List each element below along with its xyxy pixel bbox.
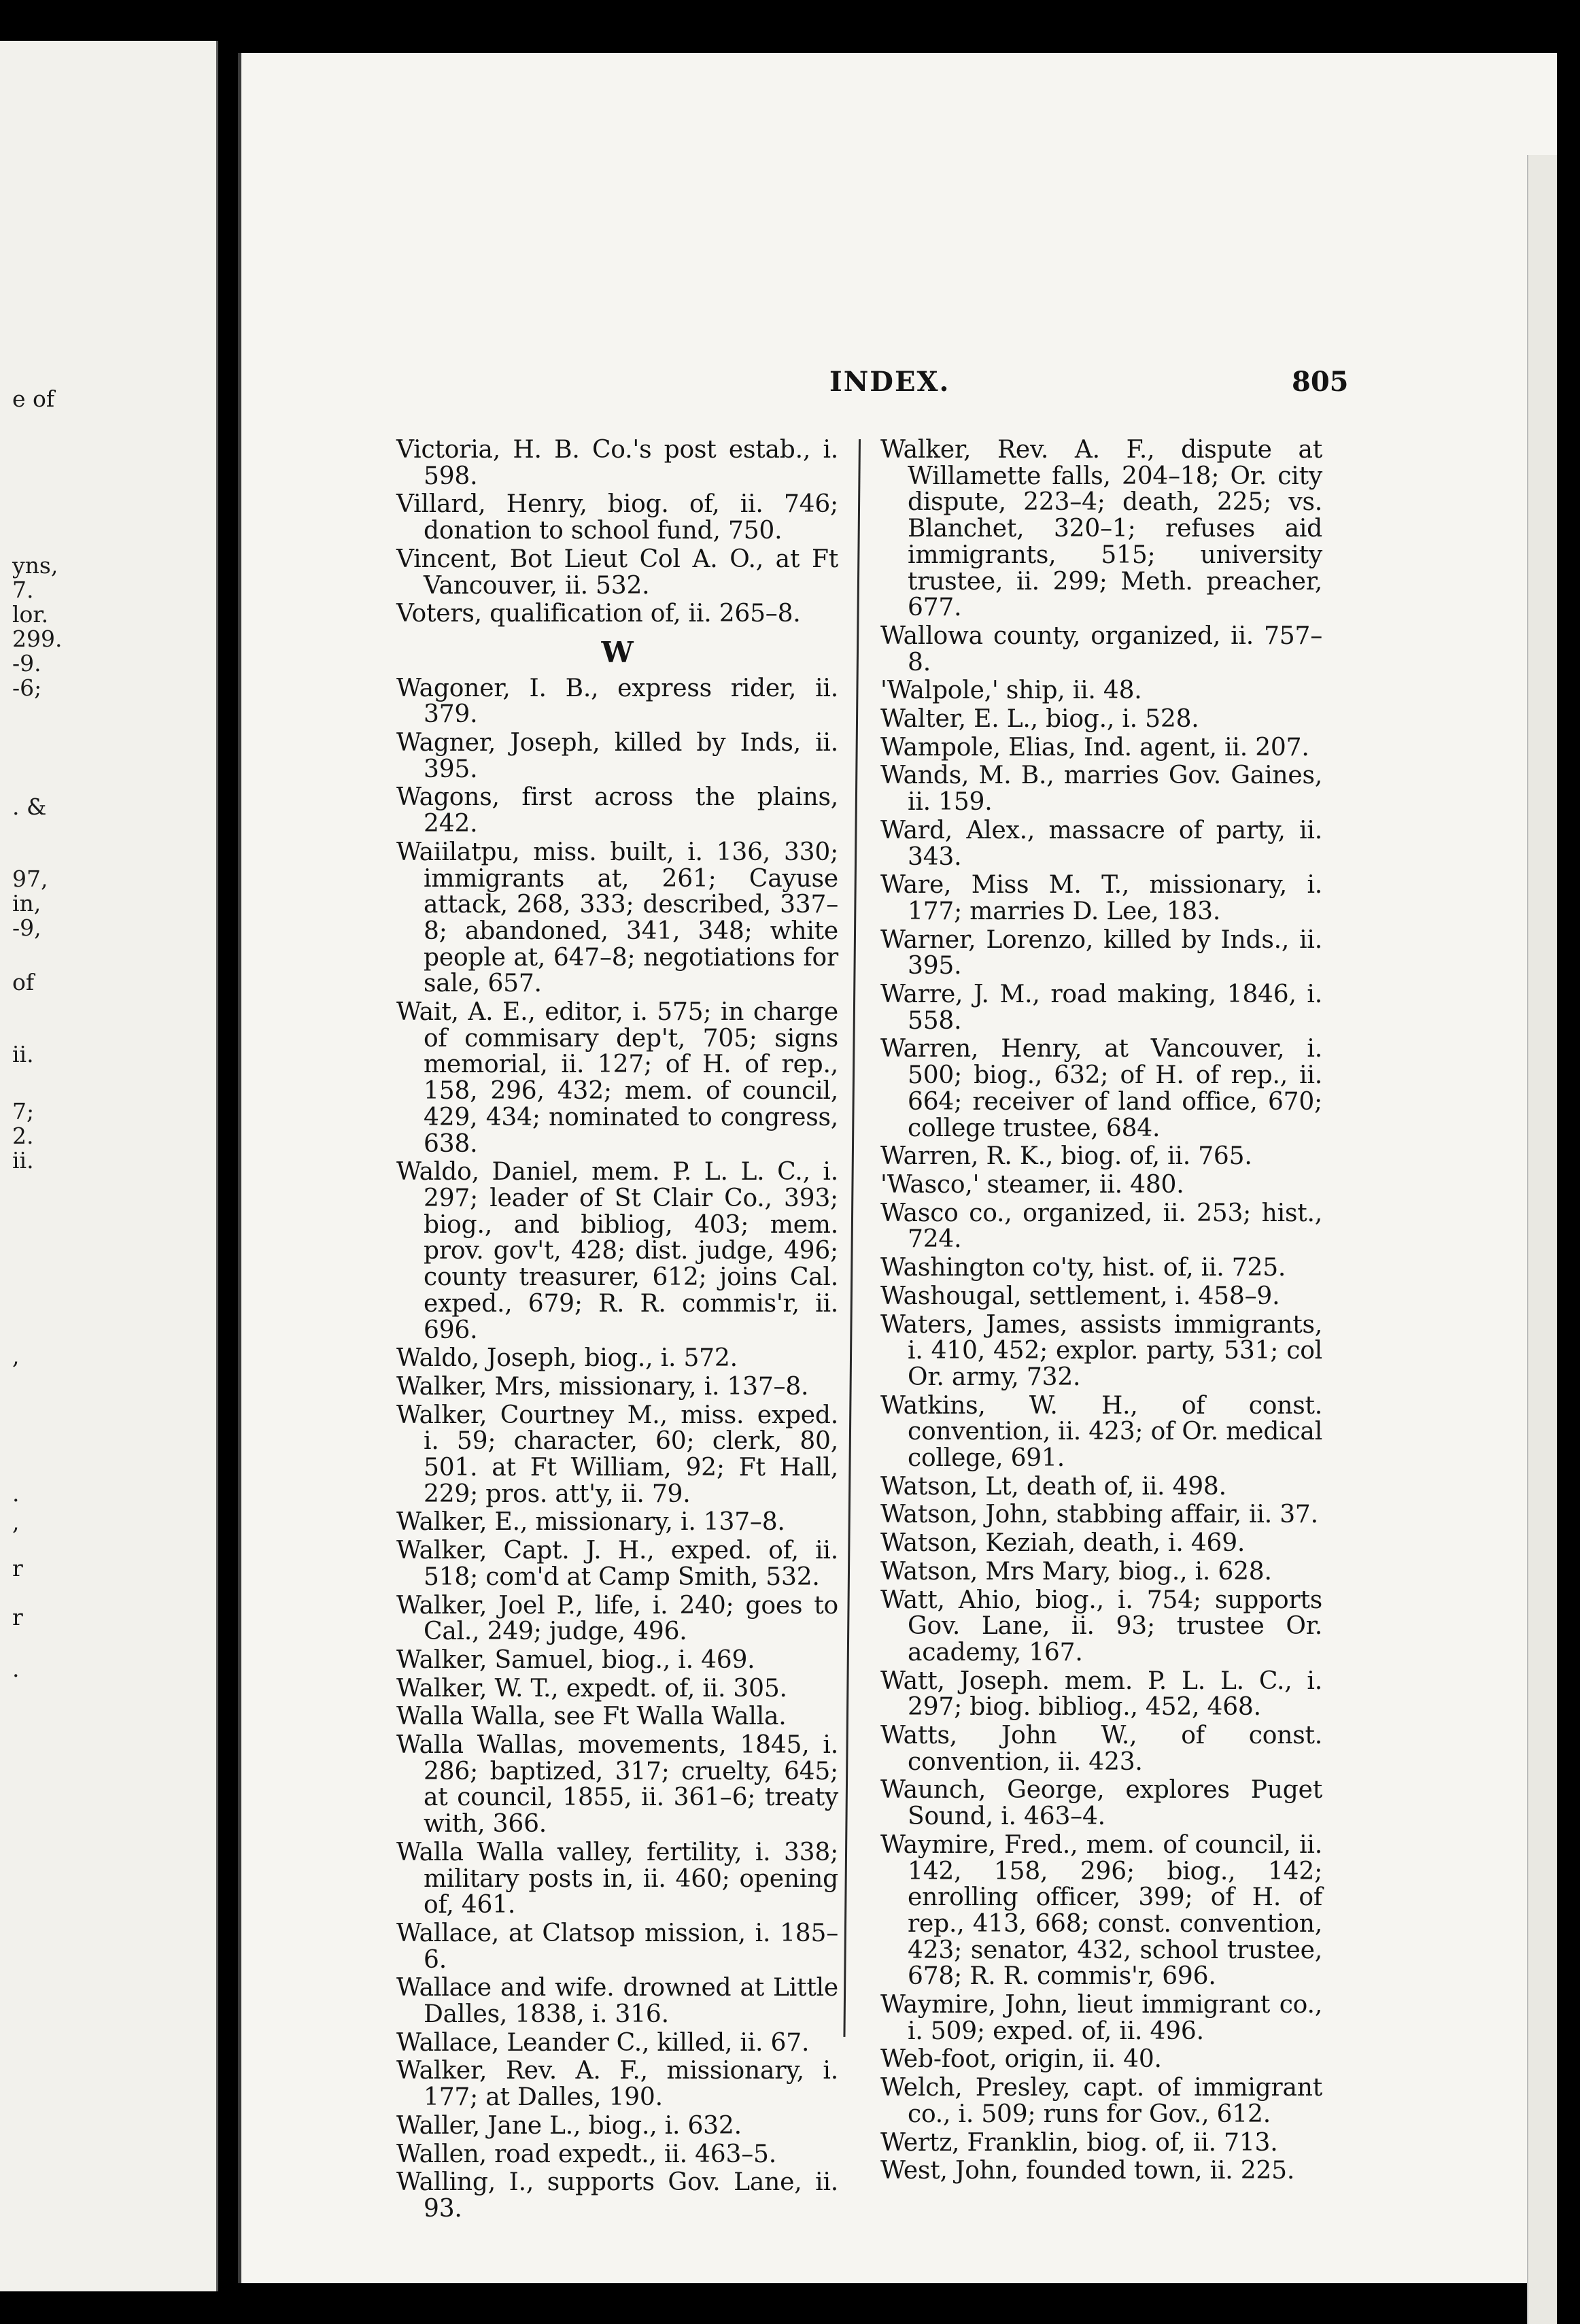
facing-page-fragment: 7;	[12, 1098, 35, 1125]
index-entry: Wallace and wife. drowned at Little Dalles, 1838, i. 316.	[396, 1974, 838, 2029]
index-entry: Walker, Capt. J. H., exped. of, ii. 518; com'd at Camp Smith, 532.	[396, 1537, 838, 1591]
index-entry: Waller, Jane L., biog., i. 632.	[396, 2111, 742, 2140]
index-entry: Wands, M. B., marries Gov. Gaines, ii. 159.	[880, 762, 1322, 817]
facing-page-fragment: -9.	[12, 650, 41, 677]
index-entry: Wasco co., organized, ii. 253; hist., 724.	[880, 1199, 1322, 1254]
index-entry: Ware, Miss M. T., missionary, i. 177; marries D. Lee, 183.	[880, 871, 1322, 925]
index-entry: Washington co'ty, hist. of, ii. 725.	[880, 1254, 1286, 1282]
index-entry: Walker, Rev. A. F., dispute at Willamette falls, 204–18; Or. city dispute, 223–4; death, 225; vs. Blanchet, 320–1; refuses aid immigrants, 515; university trustee, ii. 299; Meth. preacher, 677.	[880, 436, 1322, 622]
index-entry: Washougal, settlement, i. 458–9.	[880, 1282, 1280, 1310]
index-entry: Warre, J. M., road making, 1846, i. 558.	[880, 980, 1322, 1035]
index-entry: Wampole, Elias, Ind. agent, ii. 207.	[880, 733, 1309, 762]
index-entry: Wallace, Leander C., killed, ii. 67.	[396, 2028, 810, 2057]
index-page	[238, 53, 1557, 2283]
index-column-right	[880, 437, 1322, 2187]
column-rule	[843, 439, 861, 2037]
index-entry: Walker, Rev. A. F., missionary, i. 177; at Dalles, 190.	[396, 2057, 838, 2112]
index-entry: 'Walpole,' ship, ii. 48.	[880, 677, 1142, 705]
facing-page-fragment: ii.	[12, 1147, 34, 1174]
facing-page-fragment: lor.	[12, 601, 49, 628]
index-entry: Wagoner, I. B., express rider, ii. 379.	[396, 674, 838, 729]
facing-page-fragment: ii.	[12, 1041, 34, 1067]
index-entry: Walker, Mrs, missionary, i. 137–8.	[396, 1372, 809, 1401]
facing-page-fragment: 7.	[12, 577, 34, 603]
index-entry: Waiilatpu, miss. built, i. 136, 330; immigrants at, 261; Cayuse attack, 268, 333; described, 337–8; abandoned, 341, 348; white people at, 647–8; negotiations for sale, 657.	[396, 838, 838, 998]
facing-page-fragment: yns,	[12, 552, 58, 579]
index-entry: Watt, Joseph. mem. P. L. L. C., i. 297; biog. bibliog., 452, 468.	[880, 1667, 1322, 1722]
letter-heading: W	[601, 635, 634, 669]
index-entry: Wait, A. E., editor, i. 575; in charge of commisary dep't, 705; signs memorial, ii. 127; of H. of rep., 158, 296, 432; mem. of council, 429, 434; nominated to congress, 638.	[396, 998, 838, 1158]
index-entry: Watson, Lt, death of, ii. 498.	[880, 1472, 1226, 1501]
page-header	[241, 366, 1377, 407]
facing-page-fragment: 299.	[12, 626, 63, 652]
index-entry: Watson, John, stabbing affair, ii. 37.	[880, 1501, 1318, 1529]
facing-page-fragment: ,	[12, 1343, 20, 1369]
facing-page-fragment: of	[12, 969, 35, 995]
facing-page-fragment: ,	[12, 1509, 20, 1535]
index-entry: Wagons, first across the plains, 242.	[396, 783, 838, 838]
facing-page-fragment: . &	[12, 793, 47, 820]
facing-page-fragment: -6;	[12, 674, 42, 701]
page-edge	[1527, 155, 1557, 2324]
index-entry: Waunch, George, explores Puget Sound, i. 463–4.	[880, 1776, 1322, 1831]
index-entry: Warner, Lorenzo, killed by Inds., ii. 395.	[880, 925, 1322, 980]
index-entry: Wallace, at Clatsop mission, i. 185–6.	[396, 1919, 838, 1974]
index-entry: Waymire, John, lieut immigrant co., i. 509; exped. of, ii. 496.	[880, 1991, 1322, 2045]
index-entry: Watts, John W., of const. convention, ii. 423.	[880, 1722, 1322, 1776]
facing-page	[0, 41, 218, 2291]
index-entry: Warren, R. K., biog. of, ii. 765.	[880, 1142, 1252, 1171]
index-entry: Waldo, Daniel, mem. P. L. L. C., i. 297; leader of St Clair Co., 393; biog., and bibliog, 403; mem. prov. gov't, 428; dist. judge, 496; county treasurer, 612; joins Cal. exped., 679; R. R. commis'r, ii. 696.	[396, 1158, 838, 1344]
index-entry: 'Wasco,' steamer, ii. 480.	[880, 1170, 1184, 1199]
index-entry: Wallen, road expedt., ii. 463–5.	[396, 2140, 776, 2168]
index-entry: Walker, Courtney M., miss. exped. i. 59; character, 60; clerk, 80, 501. at Ft William, 92; Ft Hall, 229; pros. att'y, ii. 79.	[396, 1401, 838, 1508]
index-entry: Wertz, Franklin, biog. of, ii. 713.	[880, 2128, 1278, 2157]
facing-page-fragment: .	[12, 1480, 20, 1507]
index-entry: Watkins, W. H., of const. convention, ii. 423; of Or. medical college, 691.	[880, 1391, 1323, 1473]
index-entry: Walla Walla valley, fertility, i. 338; military posts in, ii. 460; opening of, 461.	[396, 1838, 838, 1919]
facing-page-fragment: r	[12, 1555, 23, 1582]
index-entry: Voters, qualification of, ii. 265–8.	[396, 600, 801, 628]
index-entry: Walter, E. L., biog., i. 528.	[880, 705, 1199, 734]
facing-page-fragment: in,	[12, 890, 41, 917]
index-entry: Web-foot, origin, ii. 40.	[880, 2045, 1162, 2074]
index-entry: Watson, Keziah, death, i. 469.	[880, 1529, 1246, 1558]
facing-page-fragment: .	[12, 1656, 20, 1682]
running-head: INDEX.	[829, 366, 950, 398]
page-number: 805	[1292, 366, 1349, 398]
facing-page-fragment: e of	[12, 386, 55, 412]
index-entry: Walla Wallas, movements, 1845, i. 286; baptized, 317; cruelty, 645; at council, 1855, ii. 361–6; treaty with, 366.	[396, 1731, 838, 1839]
index-entry: Watson, Mrs Mary, biog., i. 628.	[880, 1557, 1272, 1586]
index-entry: Victoria, H. B. Co.'s post estab., i. 598.	[396, 436, 838, 490]
index-entry: Wagner, Joseph, killed by Inds, ii. 395.	[396, 729, 838, 783]
facing-page-fragment: 97,	[12, 866, 48, 892]
facing-page-fragment: r	[12, 1604, 23, 1630]
index-entry: Walling, I., supports Gov. Lane, ii. 93.	[396, 2168, 838, 2223]
index-entry: Walker, Samuel, biog., i. 469.	[396, 1645, 755, 1674]
index-entry: Walla Walla, see Ft Walla Walla.	[396, 1703, 787, 1731]
index-entry: Walker, W. T., expedt. of, ii. 305.	[396, 1674, 787, 1703]
index-entry: Waters, James, assists immigrants, i. 410, 452; explor. party, 531; col Or. army, 732.	[880, 1310, 1322, 1391]
index-column-left	[396, 437, 838, 2225]
facing-page-fragment: 2.	[12, 1123, 34, 1149]
index-entry: Waldo, Joseph, biog., i. 572.	[396, 1344, 738, 1373]
index-entry: Ward, Alex., massacre of party, ii. 343.	[880, 816, 1322, 871]
facing-page-fragment: -9,	[12, 915, 41, 941]
index-entry: Walker, E., missionary, i. 137–8.	[396, 1508, 785, 1537]
index-entry: Welch, Presley, capt. of immigrant co., i. 509; runs for Gov., 612.	[880, 2074, 1322, 2128]
index-entry: Waymire, Fred., mem. of council, ii. 142, 158, 296; biog., 142; enrolling officer, 399; of H. of rep., 413, 668; const. convention, 423; senator, 432, school trustee, 678; R. R. commis'r, 696.	[880, 1830, 1322, 1991]
index-entry: Walker, Joel P., life, i. 240; goes to Cal., 249; judge, 496.	[396, 1591, 838, 1646]
index-entry: Watt, Ahio, biog., i. 754; supports Gov. Lane, ii. 93; trustee Or. academy, 167.	[880, 1586, 1322, 1667]
index-entry: Wallowa county, organized, ii. 757–8.	[880, 621, 1322, 677]
index-entry: Villard, Henry, biog. of, ii. 746; donation to school fund, 750.	[396, 490, 838, 545]
index-entry: Vincent, Bot Lieut Col A. O., at Ft Vancouver, ii. 532.	[396, 545, 838, 600]
index-entry: Warren, Henry, at Vancouver, i. 500; biog., 632; of H. of rep., ii. 664; receiver of land office, 670; college trustee, 684.	[880, 1035, 1322, 1142]
index-entry: West, John, founded town, ii. 225.	[880, 2157, 1295, 2185]
